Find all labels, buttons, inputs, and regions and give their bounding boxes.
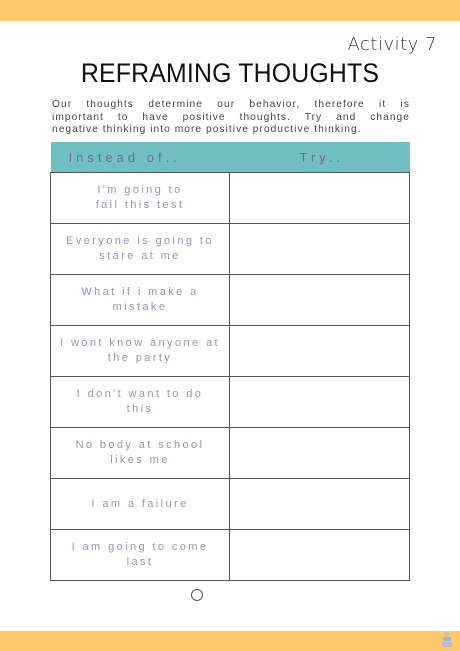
try-answer-cell[interactable] [230, 428, 410, 479]
prompt-line: I am going to come [71, 541, 209, 553]
prompt-line: I wont know anyone at [60, 337, 220, 349]
intro-line-3: negative thinking into more positive productive thinking. [52, 124, 362, 135]
prompt-line: No body at school [75, 439, 205, 451]
instead-of-cell [51, 428, 230, 479]
intro-line-1: Our thoughts determine our behavior, therefore it is [52, 99, 410, 110]
header-try: Try.. [299, 149, 345, 165]
instead-of-cell [51, 173, 230, 224]
table-row [51, 275, 410, 326]
intro-line-2: important to have positive thoughts. Try and change [52, 111, 410, 123]
prompt-line: last [126, 556, 154, 568]
prompt-line: I'm going to [97, 184, 183, 196]
instead-of-cell [51, 377, 230, 428]
try-answer-cell[interactable] [230, 377, 410, 428]
prompt-line: the party [107, 352, 173, 364]
instead-of-cell [51, 479, 230, 530]
prompt-line: I am a failure [91, 497, 189, 510]
prompt-line: likes me [110, 454, 170, 466]
prompt-line: fail this test [95, 199, 185, 211]
table-row [51, 173, 410, 224]
table-row [51, 377, 410, 428]
table-row [51, 428, 410, 479]
instead-of-cell [51, 530, 230, 581]
try-answer-cell[interactable] [230, 275, 410, 326]
table-row [51, 224, 410, 275]
prompt-line: this [126, 403, 154, 415]
table-row [51, 479, 410, 530]
prompt-line: Everyone is going to [66, 235, 214, 247]
instead-of-cell [51, 275, 230, 326]
table-header-row [51, 142, 410, 173]
activity-label: Activity 7 [347, 34, 437, 55]
circle-icon [191, 589, 203, 601]
header-instead-of: Instead of.. [68, 149, 181, 165]
top-band [0, 0, 460, 21]
try-answer-cell[interactable] [230, 530, 410, 581]
prompt-line: mistake [112, 301, 168, 313]
corner-mark-icon [440, 631, 454, 649]
prompt-line: I don't want to do [76, 388, 204, 400]
bottom-band [0, 631, 460, 651]
page-title: REFRAMING THOUGHTS [80, 58, 380, 88]
try-answer-cell[interactable] [230, 326, 410, 377]
prompt-line: What if i make a [81, 286, 199, 298]
try-answer-cell[interactable] [230, 224, 410, 275]
try-answer-cell[interactable] [230, 173, 410, 224]
reframing-table [50, 142, 410, 581]
table-row [51, 530, 410, 581]
instead-of-cell [51, 326, 230, 377]
table-row [51, 326, 410, 377]
intro-text [52, 99, 410, 137]
prompt-line: stare at me [99, 250, 181, 262]
instead-of-cell [51, 224, 230, 275]
try-answer-cell[interactable] [230, 479, 410, 530]
